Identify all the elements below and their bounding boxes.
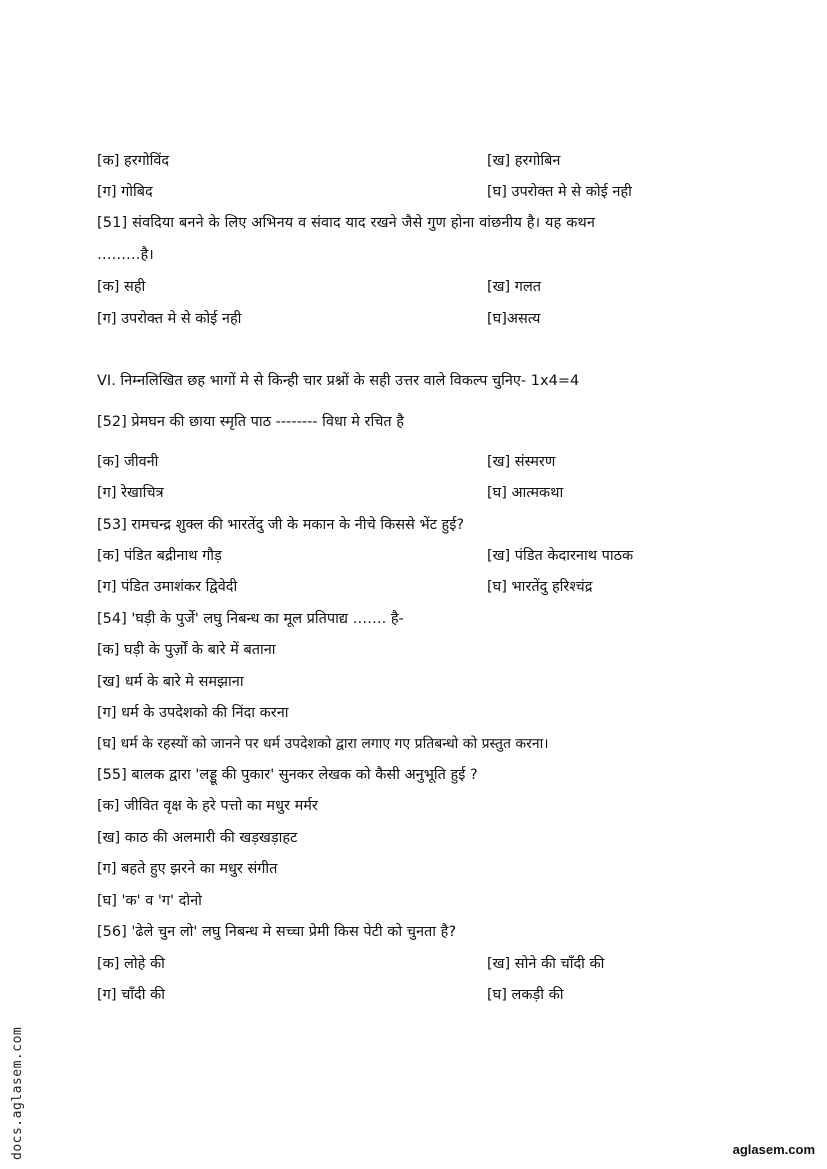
q54-question: [54] 'घड़ी के पुर्जे' लघु निबन्ध का मूल प्रतिपाद्य ……. है-: [97, 611, 404, 627]
q55-question: [55] बालक द्वारा 'लड्डू की पुकार' सुनकर लेखक को कैसी अनुभूति हुई ?: [97, 767, 478, 783]
q50-option-c: [ग] गोबिद: [97, 184, 153, 200]
q51-option-c: [ग] उपरोक्त मे से कोई नही: [97, 311, 242, 327]
q51-question: [51] संवदिया बनने के लिए अभिनय व संवाद याद रखने जैसे गुण होना वांछनीय है। यह कथन: [97, 215, 596, 231]
q51-option-b: [ख] गलत: [487, 279, 542, 295]
q55-option-b: [ख] काठ की अलमारी की खड़खड़ाहट: [97, 830, 298, 846]
corner-watermark: aglasem.com: [732, 1142, 815, 1157]
q53-option-b: [ख] पंडित केदारनाथ पाठक: [487, 548, 634, 564]
q54-option-c: [ग] धर्म के उपदेशको की निंदा करना: [97, 705, 289, 721]
q52-option-a: [क] जीवनी: [97, 454, 159, 470]
q52-option-b: [ख] संस्मरण: [487, 454, 556, 470]
q51-question-cont: ………है।: [97, 247, 154, 263]
section-vi-heading: VI. निम्नलिखित छह भागों मे से किन्ही चार प्रश्नों के सही उत्तर वाले विकल्प चुनिए- 1x4=4: [97, 373, 580, 389]
side-watermark: docs.aglasem.com: [10, 1026, 25, 1160]
q50-option-b: [ख] हरगोबिन: [487, 153, 561, 169]
q56-option-d: [घ] लकड़ी की: [487, 987, 564, 1003]
q52-question: [52] प्रेमघन की छाया स्मृति पाठ -------- विधा मे रचित है: [97, 414, 404, 430]
q55-option-d: [घ] 'क' व 'ग' दोनो: [97, 893, 202, 909]
q56-option-b: [ख] सोने की चाँदी की: [487, 956, 605, 972]
q53-option-c: [ग] पंडित उमाशंकर द्विवेदी: [97, 579, 238, 595]
q56-question: [56] 'ढेले चुन लो' लघु निबन्ध मे सच्चा प्रेमी किस पेटी को चुनता है?: [97, 924, 457, 940]
q54-option-a: [क] घड़ी के पुर्ज़ों के बारे में बताना: [97, 642, 276, 658]
q52-option-d: [घ] आत्मकथा: [487, 485, 564, 501]
q51-option-a: [क] सही: [97, 279, 146, 295]
q50-option-a: [क] हरगोविंद: [97, 153, 170, 169]
q53-option-a: [क] पंडित बद्रीनाथ गौड़: [97, 548, 222, 564]
q52-option-c: [ग] रेखाचित्र: [97, 485, 164, 501]
q55-option-c: [ग] बहते हुए झरने का मधुर संगीत: [97, 861, 278, 877]
q50-option-d: [घ] उपरोक्त मे से कोई नही: [487, 184, 632, 200]
q56-option-c: [ग] चाँदी की: [97, 987, 166, 1003]
q54-option-d: [घ] धर्म के रहस्यों को जानने पर धर्म उपदेशको द्वारा लगाए गए प्रतिबन्धो को प्रस्तुत करना।: [97, 736, 549, 752]
q56-option-a: [क] लोहे की: [97, 956, 165, 972]
q54-option-b: [ख] धर्म के बारे मे समझाना: [97, 674, 244, 690]
q55-option-a: [क] जीवित वृक्ष के हरे पत्तो का मधुर मर्मर: [97, 798, 318, 814]
q51-option-d: [घ]असत्य: [487, 311, 541, 327]
q53-option-d: [घ] भारतेंदु हरिश्चंद्र: [487, 579, 593, 595]
q53-question: [53] रामचन्द्र शुक्ल की भारतेंदु जी के मकान के नीचे किससे भेंट हुई?: [97, 517, 465, 533]
